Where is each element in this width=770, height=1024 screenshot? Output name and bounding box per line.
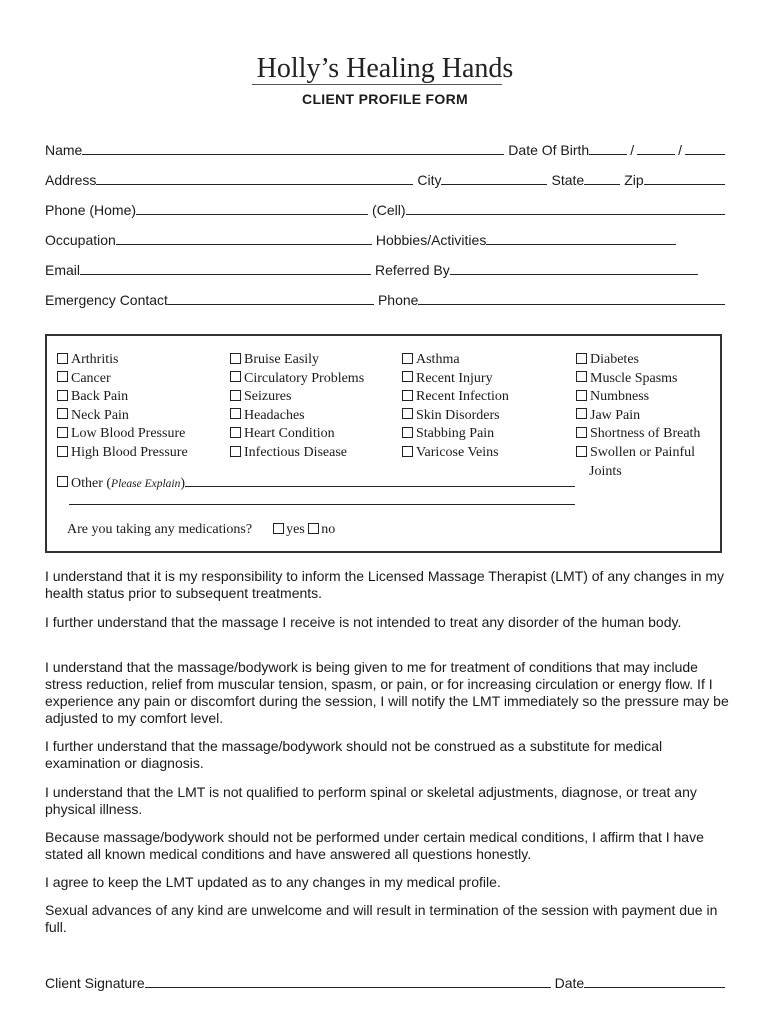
phone-cell-label: (Cell) [372, 202, 406, 218]
condition-item[interactable] [57, 425, 185, 444]
emergency-phone-field[interactable] [418, 291, 725, 305]
condition-label: Stabbing Pain [416, 426, 495, 442]
condition-checkbox[interactable] [402, 408, 413, 419]
condition-checkbox[interactable] [402, 427, 413, 438]
condition-label: Recent Injury [416, 370, 493, 386]
condition-label: Skin Disorders [416, 407, 500, 423]
condition-checkbox[interactable] [230, 427, 241, 438]
dob-separator: / [630, 142, 635, 158]
condition-item[interactable] [230, 407, 305, 426]
title-underline [252, 84, 502, 85]
condition-item[interactable] [57, 388, 128, 407]
condition-item[interactable] [57, 444, 188, 463]
condition-label: Seizures [244, 389, 292, 405]
condition-item[interactable] [57, 351, 118, 370]
condition-checkbox[interactable] [57, 408, 68, 419]
name-field[interactable] [82, 141, 504, 155]
row-name-dob [45, 141, 725, 161]
condition-label: Cancer [71, 370, 111, 386]
condition-checkbox[interactable] [230, 446, 241, 457]
state-label: State [551, 172, 585, 188]
referred-by-field[interactable] [450, 261, 698, 275]
row-emergency [45, 291, 725, 311]
other-checkbox[interactable] [57, 476, 68, 487]
emergency-contact-field[interactable] [168, 291, 374, 305]
zip-field[interactable] [644, 171, 725, 185]
condition-item[interactable] [576, 370, 678, 389]
condition-item[interactable] [576, 407, 640, 426]
statement-paragraph: Sexual advances of any kind are unwelcome and will result in termination of the session with payment due in full. [45, 902, 718, 935]
condition-label: Diabetes [590, 352, 639, 367]
condition-checkbox[interactable] [57, 371, 68, 382]
condition-checkbox[interactable] [576, 353, 587, 364]
dob-year-field[interactable] [685, 141, 725, 155]
condition-item[interactable] [576, 444, 695, 463]
condition-item[interactable] [230, 444, 347, 463]
condition-label: Neck Pain [71, 407, 129, 423]
city-label: City [417, 172, 442, 188]
signature-date-field[interactable] [584, 974, 725, 988]
statement-paragraph: I understand that the LMT is not qualified to perform spinal or skeletal adjustments, diagnose, or treat any physical illness. [45, 784, 697, 817]
dob-month-field[interactable] [589, 141, 627, 155]
dob-separator: / [678, 142, 682, 158]
condition-checkbox[interactable] [230, 353, 241, 364]
condition-checkbox[interactable] [402, 371, 413, 382]
condition-checkbox[interactable] [57, 427, 68, 438]
condition-label: Infectious Disease [244, 445, 348, 460]
condition-item[interactable] [230, 351, 319, 370]
condition-label: Low Blood Pressure [71, 426, 186, 442]
statement-paragraph: Because massage/bodywork should not be performed under certain medical conditions, I affirm that I have stated all known medical conditions and have answered all questions honestly. [45, 829, 704, 862]
signature-date-label: Date [554, 975, 585, 991]
occupation-field[interactable] [116, 231, 372, 245]
condition-item[interactable] [230, 388, 291, 407]
condition-label: Heart Condition [244, 426, 335, 442]
client-signature-label: Client Signature [45, 975, 145, 991]
condition-checkbox[interactable] [57, 353, 68, 364]
condition-label: Swollen or Painful [590, 445, 695, 460]
condition-checkbox[interactable] [576, 390, 587, 401]
email-field[interactable] [80, 261, 371, 275]
medications-question: Are you taking any medications? [67, 522, 253, 537]
row-phone [45, 201, 725, 221]
condition-checkbox[interactable] [576, 446, 587, 457]
condition-checkbox[interactable] [402, 446, 413, 457]
condition-checkbox[interactable] [230, 408, 241, 419]
condition-item[interactable] [402, 425, 494, 444]
phone-home-label: Phone (Home) [45, 202, 137, 218]
condition-item[interactable] [402, 444, 499, 463]
condition-label: Jaw Pain [590, 407, 641, 423]
name-label: Name [45, 142, 83, 158]
emergency-contact-label: Emergency Contact [45, 292, 168, 308]
condition-checkbox[interactable] [230, 390, 241, 401]
statement-paragraph: I further understand that the massage/bodywork should not be construed as a substitute for medical examination or diagnosis. [45, 738, 663, 771]
condition-checkbox[interactable] [402, 353, 413, 364]
occupation-label: Occupation [45, 232, 116, 248]
row-address [45, 171, 725, 191]
medications-no-label: no [321, 522, 336, 537]
condition-continuation: Joints [589, 464, 622, 479]
address-label: Address [45, 172, 97, 188]
condition-label: Muscle Spasms [590, 370, 678, 386]
condition-checkbox[interactable] [576, 408, 587, 419]
statement-paragraph: I understand that it is my responsibility to inform the Licensed Massage Therapist (LMT) of any changes in my health status prior to subsequent treatments. [45, 568, 725, 601]
condition-label: Numbness [590, 389, 650, 405]
state-field[interactable] [584, 171, 620, 185]
client-signature-field[interactable] [145, 974, 551, 988]
condition-label: Varicose Veins [416, 445, 499, 460]
statement-paragraph: I further understand that the massage I receive is not intended to treat any disorder of the human body. [45, 614, 682, 630]
phone-cell-field[interactable] [406, 201, 726, 215]
city-field[interactable] [441, 171, 547, 185]
row-email [45, 261, 725, 281]
condition-item[interactable] [402, 388, 509, 407]
condition-label: Back Pain [71, 389, 129, 405]
dob-day-field[interactable] [637, 141, 675, 155]
health-conditions-box [45, 334, 722, 553]
condition-label: Circulatory Problems [244, 370, 365, 386]
medications-yes-label: yes [286, 522, 305, 537]
condition-item[interactable] [402, 351, 460, 370]
condition-checkbox[interactable] [576, 427, 587, 438]
email-label: Email [45, 262, 81, 278]
other-close: ) [180, 476, 186, 491]
zip-label: Zip [624, 172, 644, 188]
medications-row [67, 522, 335, 538]
condition-label: High Blood Pressure [71, 445, 188, 460]
condition-checkbox[interactable] [57, 390, 68, 401]
dob-label: Date Of Birth [508, 142, 590, 158]
row-signature [45, 974, 725, 994]
hobbies-label: Hobbies/Activities [375, 232, 487, 248]
other-explain-field[interactable] [185, 473, 575, 487]
condition-label: Recent Infection [416, 389, 509, 405]
condition-checkbox[interactable] [402, 390, 413, 401]
condition-label: Bruise Easily [244, 352, 320, 367]
other-explain-field-line2[interactable] [69, 504, 575, 505]
condition-label: Headaches [244, 407, 305, 423]
statement-paragraph: I understand that the massage/bodywork is being given to me for treatment of conditions that may include stress reduction, relief from muscular tension, spasm, or pain, or for increasing circulation or energy flow. If I experience any pain or discomfort during the session, I will notify the LMT immediately so the pressure may be adjusted to my comfort level. [45, 659, 729, 726]
row-occupation [45, 231, 725, 251]
condition-item[interactable] [576, 388, 649, 407]
condition-label: Shortness of Breath [590, 426, 701, 442]
condition-item[interactable] [57, 370, 111, 389]
statement-paragraph: I agree to keep the LMT updated as to any changes in my medical profile. [45, 874, 501, 890]
emergency-phone-label: Phone [377, 292, 419, 308]
condition-item[interactable] [230, 370, 364, 389]
other-condition-row [57, 473, 575, 492]
condition-checkbox[interactable] [576, 371, 587, 382]
referred-by-label: Referred By [375, 262, 450, 278]
condition-checkbox[interactable] [57, 446, 68, 457]
condition-checkbox[interactable] [230, 371, 241, 382]
condition-item[interactable] [576, 351, 639, 370]
address-field[interactable] [96, 171, 413, 185]
condition-item[interactable] [230, 425, 335, 444]
condition-item[interactable] [402, 370, 493, 389]
form-title: CLIENT PROFILE FORM [302, 91, 468, 107]
condition-item[interactable] [576, 425, 700, 444]
condition-label: Asthma [416, 352, 460, 367]
condition-label: Arthritis [71, 352, 119, 367]
phone-home-field[interactable] [136, 201, 368, 215]
other-hint: Please Explain [111, 478, 181, 490]
hobbies-field[interactable] [486, 231, 676, 245]
medications-yes-checkbox[interactable] [273, 523, 284, 534]
page-title: Holly’s Healing Hands [256, 53, 514, 84]
medications-no-checkbox[interactable] [308, 523, 319, 534]
other-label: Other ( [71, 476, 112, 491]
condition-item[interactable] [57, 407, 129, 426]
condition-item[interactable] [402, 407, 500, 426]
